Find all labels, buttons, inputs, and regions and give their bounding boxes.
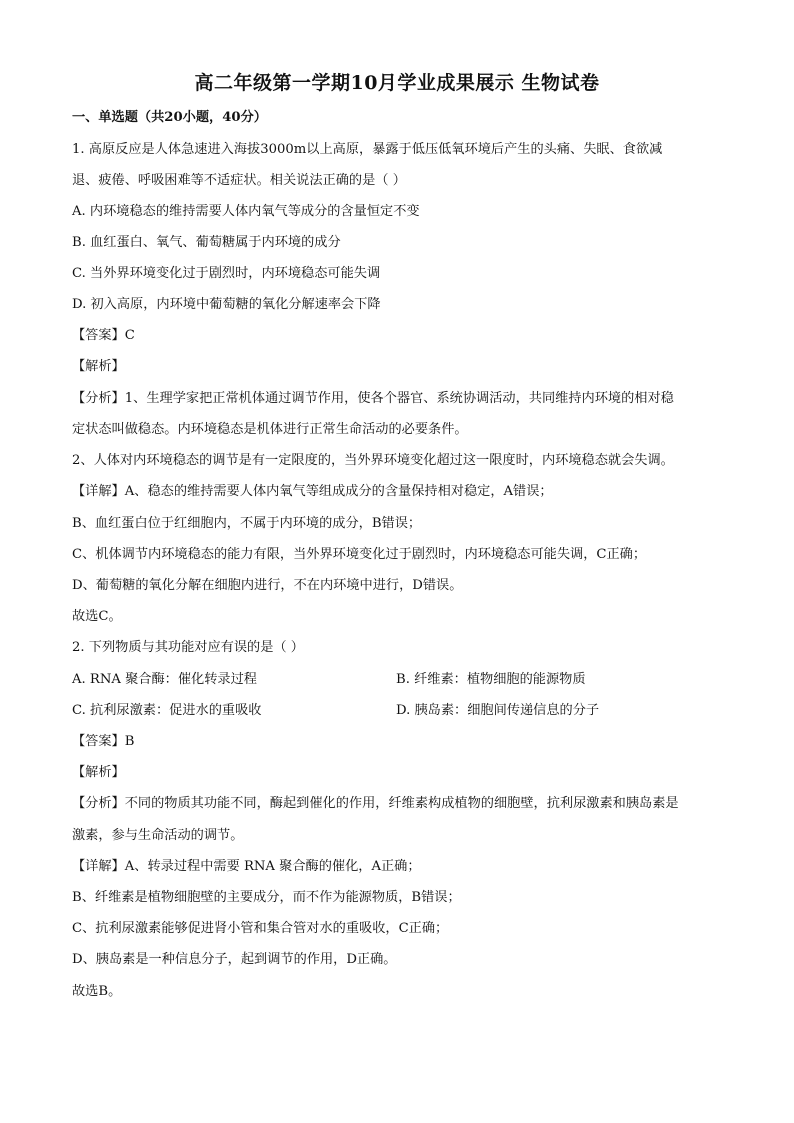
q1-option-b: B. 血红蛋白、氧气、葡萄糖属于内环境的成分 (72, 235, 341, 250)
q2-analysis-line2: 激素，参与生命活动的调节。 (72, 828, 244, 843)
q2-detail-c: C、抗利尿激素能够促进肾小管和集合管对水的重吸收，C正确； (72, 921, 449, 936)
q2-option-c: C. 抗利尿激素：促进水的重吸收 (72, 703, 262, 718)
q1-answer: 【答案】C (72, 328, 135, 343)
q2-detail-a: 【详解】A、转录过程中需要 RNA 聚合酶的催化，A正确； (72, 859, 421, 874)
q1-detail-c: C、机体调节内环境稳态的能力有限，当外界环境变化过于剧烈时，内环境稳态可能失调，C正确； (72, 547, 647, 562)
q2-stem: 2. 下列物质与其功能对应有误的是（ ） (72, 640, 304, 655)
q1-detail-a: 【详解】A、稳态的维持需要人体内氧气等组成成分的含量保持相对稳定，A错误； (72, 484, 553, 499)
q1-option-d: D. 初入高原，内环境中葡萄糖的氧化分解速率会下降 (72, 297, 381, 312)
section-heading: 一、单选题（共20小题，40分） (72, 110, 267, 125)
q1-analysis-line2: 定状态叫做稳态。内环境稳态是机体进行正常生命活动的必要条件。 (72, 422, 468, 437)
q2-analysis-line1: 【分析】不同的物质其功能不同，酶起到催化的作用，纤维素构成植物的细胞壁，抗利尿激素和胰岛素是 (72, 796, 679, 811)
q1-stem-line1: 1. 高原反应是人体急速进入海拔3000m以上高原，暴露于低压低氧环境后产生的头痛、失眠、食欲减 (72, 142, 663, 157)
q1-detail-d: D、葡萄糖的氧化分解在细胞内进行，不在内环境中进行，D错误。 (72, 578, 463, 593)
q2-option-a: A. RNA 聚合酶：催化转录过程 (72, 672, 257, 687)
q1-option-a: A. 内环境稳态的维持需要人体内氧气等成分的含量恒定不变 (72, 204, 420, 219)
q2-option-d: D. 胰岛素：细胞间传递信息的分子 (396, 703, 600, 718)
q2-option-b: B. 纤维素：植物细胞的能源物质 (396, 672, 586, 687)
q1-stem-line2: 退、疲倦、呼吸困难等不适症状。相关说法正确的是（ ） (72, 173, 406, 188)
q2-answer: 【答案】B (72, 734, 135, 749)
q1-analysis-line1: 【分析】1、生理学家把正常机体通过调节作用，使各个器官、系统协调活动，共同维持内环境的相对稳 (72, 391, 674, 406)
q1-detail-b: B、血红蛋白位于红细胞内，不属于内环境的成分，B错误； (72, 516, 422, 531)
q2-conclusion: 故选B。 (72, 984, 122, 999)
q2-detail-b: B、纤维素是植物细胞壁的主要成分，而不作为能源物质，B错误； (72, 890, 461, 905)
page-title: 高二年级第一学期10月学业成果展示 生物试卷 (194, 72, 600, 94)
q1-analysis-heading: 【解析】 (72, 359, 125, 374)
q2-analysis-heading: 【解析】 (72, 765, 125, 780)
q1-option-c: C. 当外界环境变化过于剧烈时，内环境稳态可能失调 (72, 266, 381, 281)
q1-analysis-line3: 2、人体对内环境稳态的调节是有一定限度的，当外界环境变化超过这一限度时，内环境稳态就会失调。 (72, 453, 674, 468)
q2-detail-d: D、胰岛素是一种信息分子，起到调节的作用，D正确。 (72, 952, 397, 967)
q1-conclusion: 故选C。 (72, 609, 122, 624)
